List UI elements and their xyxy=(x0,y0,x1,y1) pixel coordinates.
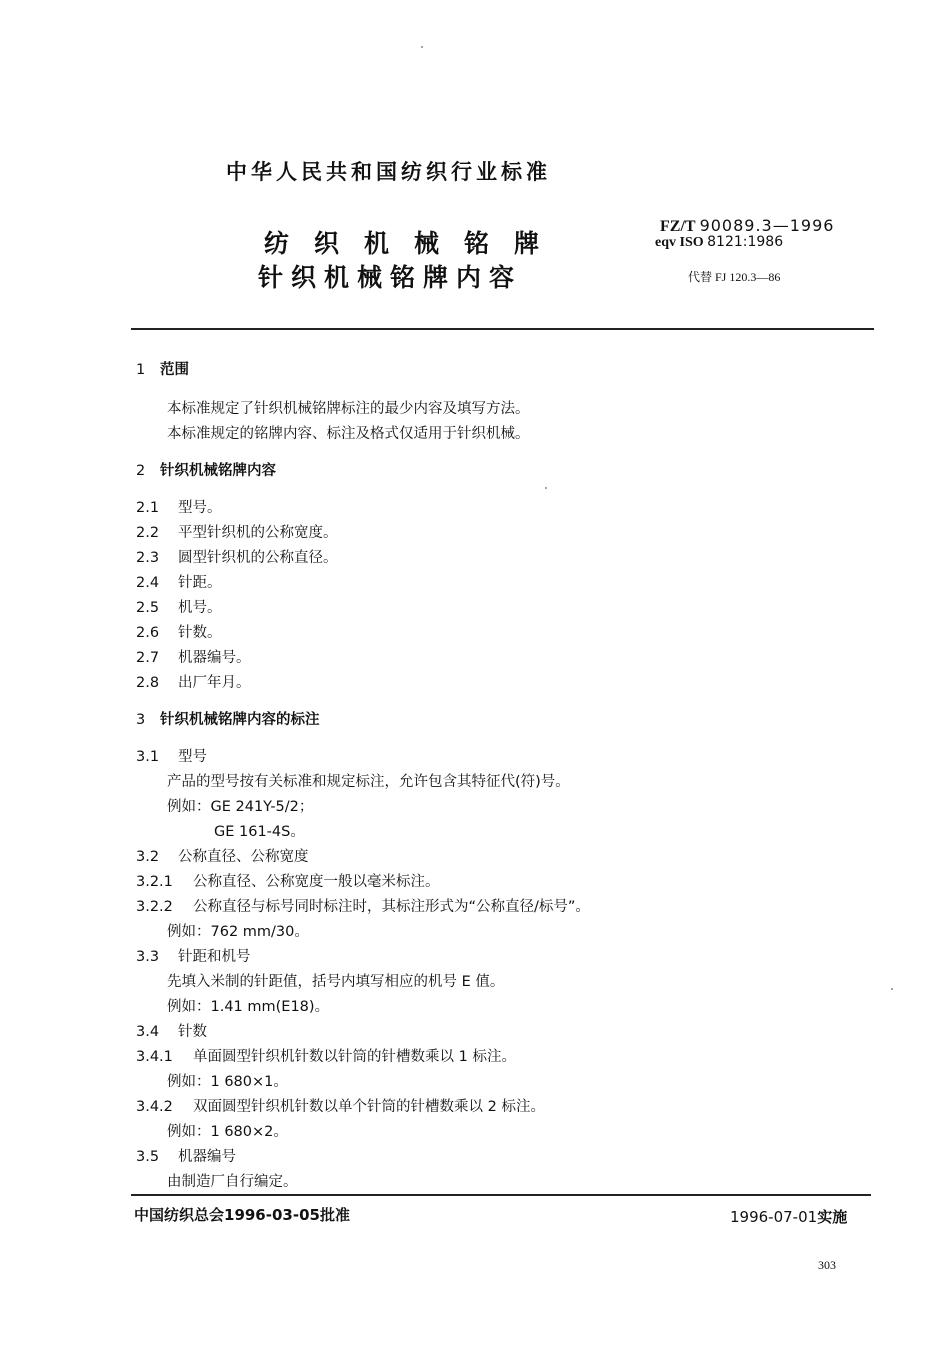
item-text: 圆型针织机的公称直径。 xyxy=(178,550,338,566)
section-number: 3 xyxy=(136,712,146,728)
item-text: 针数。 xyxy=(178,625,222,641)
item-number: 2.1 xyxy=(136,500,160,516)
clause-number: 3.4 xyxy=(136,1024,160,1040)
clause xyxy=(136,1145,236,1166)
item-text: 出厂年月。 xyxy=(178,675,251,691)
paragraph: 本标准规定了针织机械铭牌标注的最少内容及填写方法。 xyxy=(167,401,530,417)
example-text: 例如：1.41 mm(E18)。 xyxy=(167,999,330,1015)
clause xyxy=(136,1095,545,1116)
section-title: 范围 xyxy=(160,362,189,378)
item-text: 机号。 xyxy=(178,600,222,616)
item-number: 2.3 xyxy=(136,550,160,566)
equivalent-standard-number: 8121:1986 xyxy=(707,234,784,250)
item-text: 针距。 xyxy=(178,575,222,591)
list-item xyxy=(136,496,222,517)
list-item xyxy=(136,521,338,542)
item-text: 平型针织机的公称宽度。 xyxy=(178,525,338,541)
clause-text: 型号 xyxy=(178,749,207,765)
equivalent-standard-prefix: eqv ISO xyxy=(655,235,704,250)
list-item xyxy=(136,571,222,592)
item-number: 2.7 xyxy=(136,650,160,666)
clause-number: 3.2 xyxy=(136,849,160,865)
clause xyxy=(136,845,309,866)
clause-text: 针距和机号 xyxy=(178,949,251,965)
list-item xyxy=(136,671,251,692)
replaces-standard: 代替 FJ 120.3—86 xyxy=(688,270,781,284)
clause-text: 公称直径、公称宽度 xyxy=(178,849,309,865)
standard-title-line2: 针织机械铭牌内容 xyxy=(258,263,523,292)
section-number: 2 xyxy=(136,463,146,479)
effective-statement xyxy=(730,1206,847,1227)
standard-code-number: 90089.3—1996 xyxy=(699,216,835,235)
effective-date: 1996-07-01 xyxy=(730,1208,818,1226)
clause-text: 公称直径与标号同时标注时，其标注形式为“公称直径/标号”。 xyxy=(193,899,590,915)
example-text: 例如：1 680×2。 xyxy=(167,1124,288,1140)
item-number: 2.6 xyxy=(136,625,160,641)
clause-text: 机器编号 xyxy=(178,1149,236,1165)
clause xyxy=(136,1020,207,1041)
paragraph: 本标准规定的铭牌内容、标注及格式仅适用于针织机械。 xyxy=(167,426,530,442)
item-number: 2.5 xyxy=(136,600,160,616)
clause-number: 3.3 xyxy=(136,949,160,965)
header-divider xyxy=(131,328,874,330)
standard-code xyxy=(660,216,834,236)
section-1-heading xyxy=(136,358,189,379)
clause-text: 由制造厂自行编定。 xyxy=(167,1174,298,1190)
section-3-heading xyxy=(136,708,320,729)
section-2-heading xyxy=(136,459,276,480)
standard-code-prefix: FZ/T xyxy=(660,218,696,235)
clause-number: 3.4.1 xyxy=(136,1049,173,1065)
item-number: 2.4 xyxy=(136,575,160,591)
footer-divider xyxy=(131,1194,871,1196)
scan-speck xyxy=(891,988,893,990)
clause-text: 单面圆型针织机针数以针筒的针槽数乘以 1 标注。 xyxy=(193,1049,516,1065)
example-text: 例如：1 680×1。 xyxy=(167,1074,288,1090)
clause-number: 3.4.2 xyxy=(136,1099,173,1115)
section-title: 针织机械铭牌内容 xyxy=(160,463,276,479)
scan-speck xyxy=(545,487,547,489)
item-text: 机器编号。 xyxy=(178,650,251,666)
clause-number: 3.2.1 xyxy=(136,874,173,890)
clause-text: 双面圆型针织机针数以单个针筒的针槽数乘以 2 标注。 xyxy=(193,1099,545,1115)
list-item xyxy=(136,621,222,642)
example-text: GE 161-4S。 xyxy=(214,824,305,840)
item-number: 2.2 xyxy=(136,525,160,541)
item-text: 型号。 xyxy=(178,500,222,516)
issuing-body-title: 中华人民共和国纺织行业标准 xyxy=(226,160,551,184)
clause xyxy=(136,745,207,766)
section-number: 1 xyxy=(136,362,146,378)
approval-statement: 中国纺织总会1996-03-05批准 xyxy=(134,1206,350,1224)
clause-number: 3.1 xyxy=(136,749,160,765)
clause-number: 3.2.2 xyxy=(136,899,173,915)
example-text: 例如：GE 241Y-5/2； xyxy=(167,799,314,815)
list-item xyxy=(136,596,222,617)
clause xyxy=(136,945,251,966)
clause-text: 公称直径、公称宽度一般以毫米标注。 xyxy=(193,874,440,890)
list-item xyxy=(136,546,338,567)
standard-title-line1: 纺织机械铭牌 xyxy=(264,229,565,258)
equivalent-standard xyxy=(655,234,783,251)
clause-text: 产品的型号按有关标准和规定标注，允许包含其特征代(符)号。 xyxy=(167,774,570,790)
clause-text: 针数 xyxy=(178,1024,207,1040)
clause-text: 先填入米制的针距值，括号内填写相应的机号 E 值。 xyxy=(167,974,505,990)
section-title: 针织机械铭牌内容的标注 xyxy=(160,712,320,728)
list-item xyxy=(136,646,251,667)
clause xyxy=(136,870,440,891)
clause xyxy=(136,1045,516,1066)
scan-speck xyxy=(421,46,423,48)
effective-label: 实施 xyxy=(817,1208,848,1226)
example-text: 例如：762 mm/30。 xyxy=(167,924,309,940)
clause-number: 3.5 xyxy=(136,1149,160,1165)
item-number: 2.8 xyxy=(136,675,160,691)
clause xyxy=(136,895,590,916)
page-number: 303 xyxy=(818,1258,836,1272)
